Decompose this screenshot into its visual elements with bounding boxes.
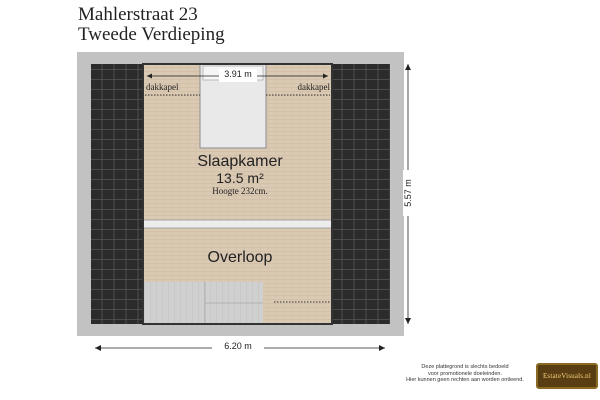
dimension-top-label: 3.91 m — [224, 69, 252, 79]
bedroom-height: Hoogte 232cm. — [212, 186, 268, 196]
estatevisuals-logo — [536, 363, 598, 389]
disclaimer-line-3: Hier kunnen geen rechten aan worden ontleend. — [406, 377, 524, 384]
disclaimer-line-1: Deze plattegrond is slechts bedoeld — [421, 364, 509, 370]
dimension-right-label: 5.57 m — [403, 170, 413, 216]
floor-title: Tweede Verdieping — [78, 24, 225, 45]
landing-name: Overloop — [207, 249, 273, 266]
roof-right — [332, 64, 390, 324]
logo-text: EstateVisuals.nl — [542, 372, 592, 380]
dormer-label-right: dakkapel — [297, 82, 330, 92]
dimension-bottom-label: 6.20 m — [212, 341, 264, 351]
disclaimer — [395, 364, 535, 384]
dividing-wall — [143, 220, 332, 228]
address-title: Mahlerstraat 23 — [78, 4, 198, 25]
dormer-label-left: dakkapel — [146, 82, 179, 92]
roof-left — [91, 64, 143, 324]
disclaimer-line-2: voor promotionele doeleinden. — [428, 370, 502, 377]
bedroom-name: Slaapkamer — [197, 153, 283, 170]
bedroom-area: 13.5 m² — [216, 170, 264, 186]
